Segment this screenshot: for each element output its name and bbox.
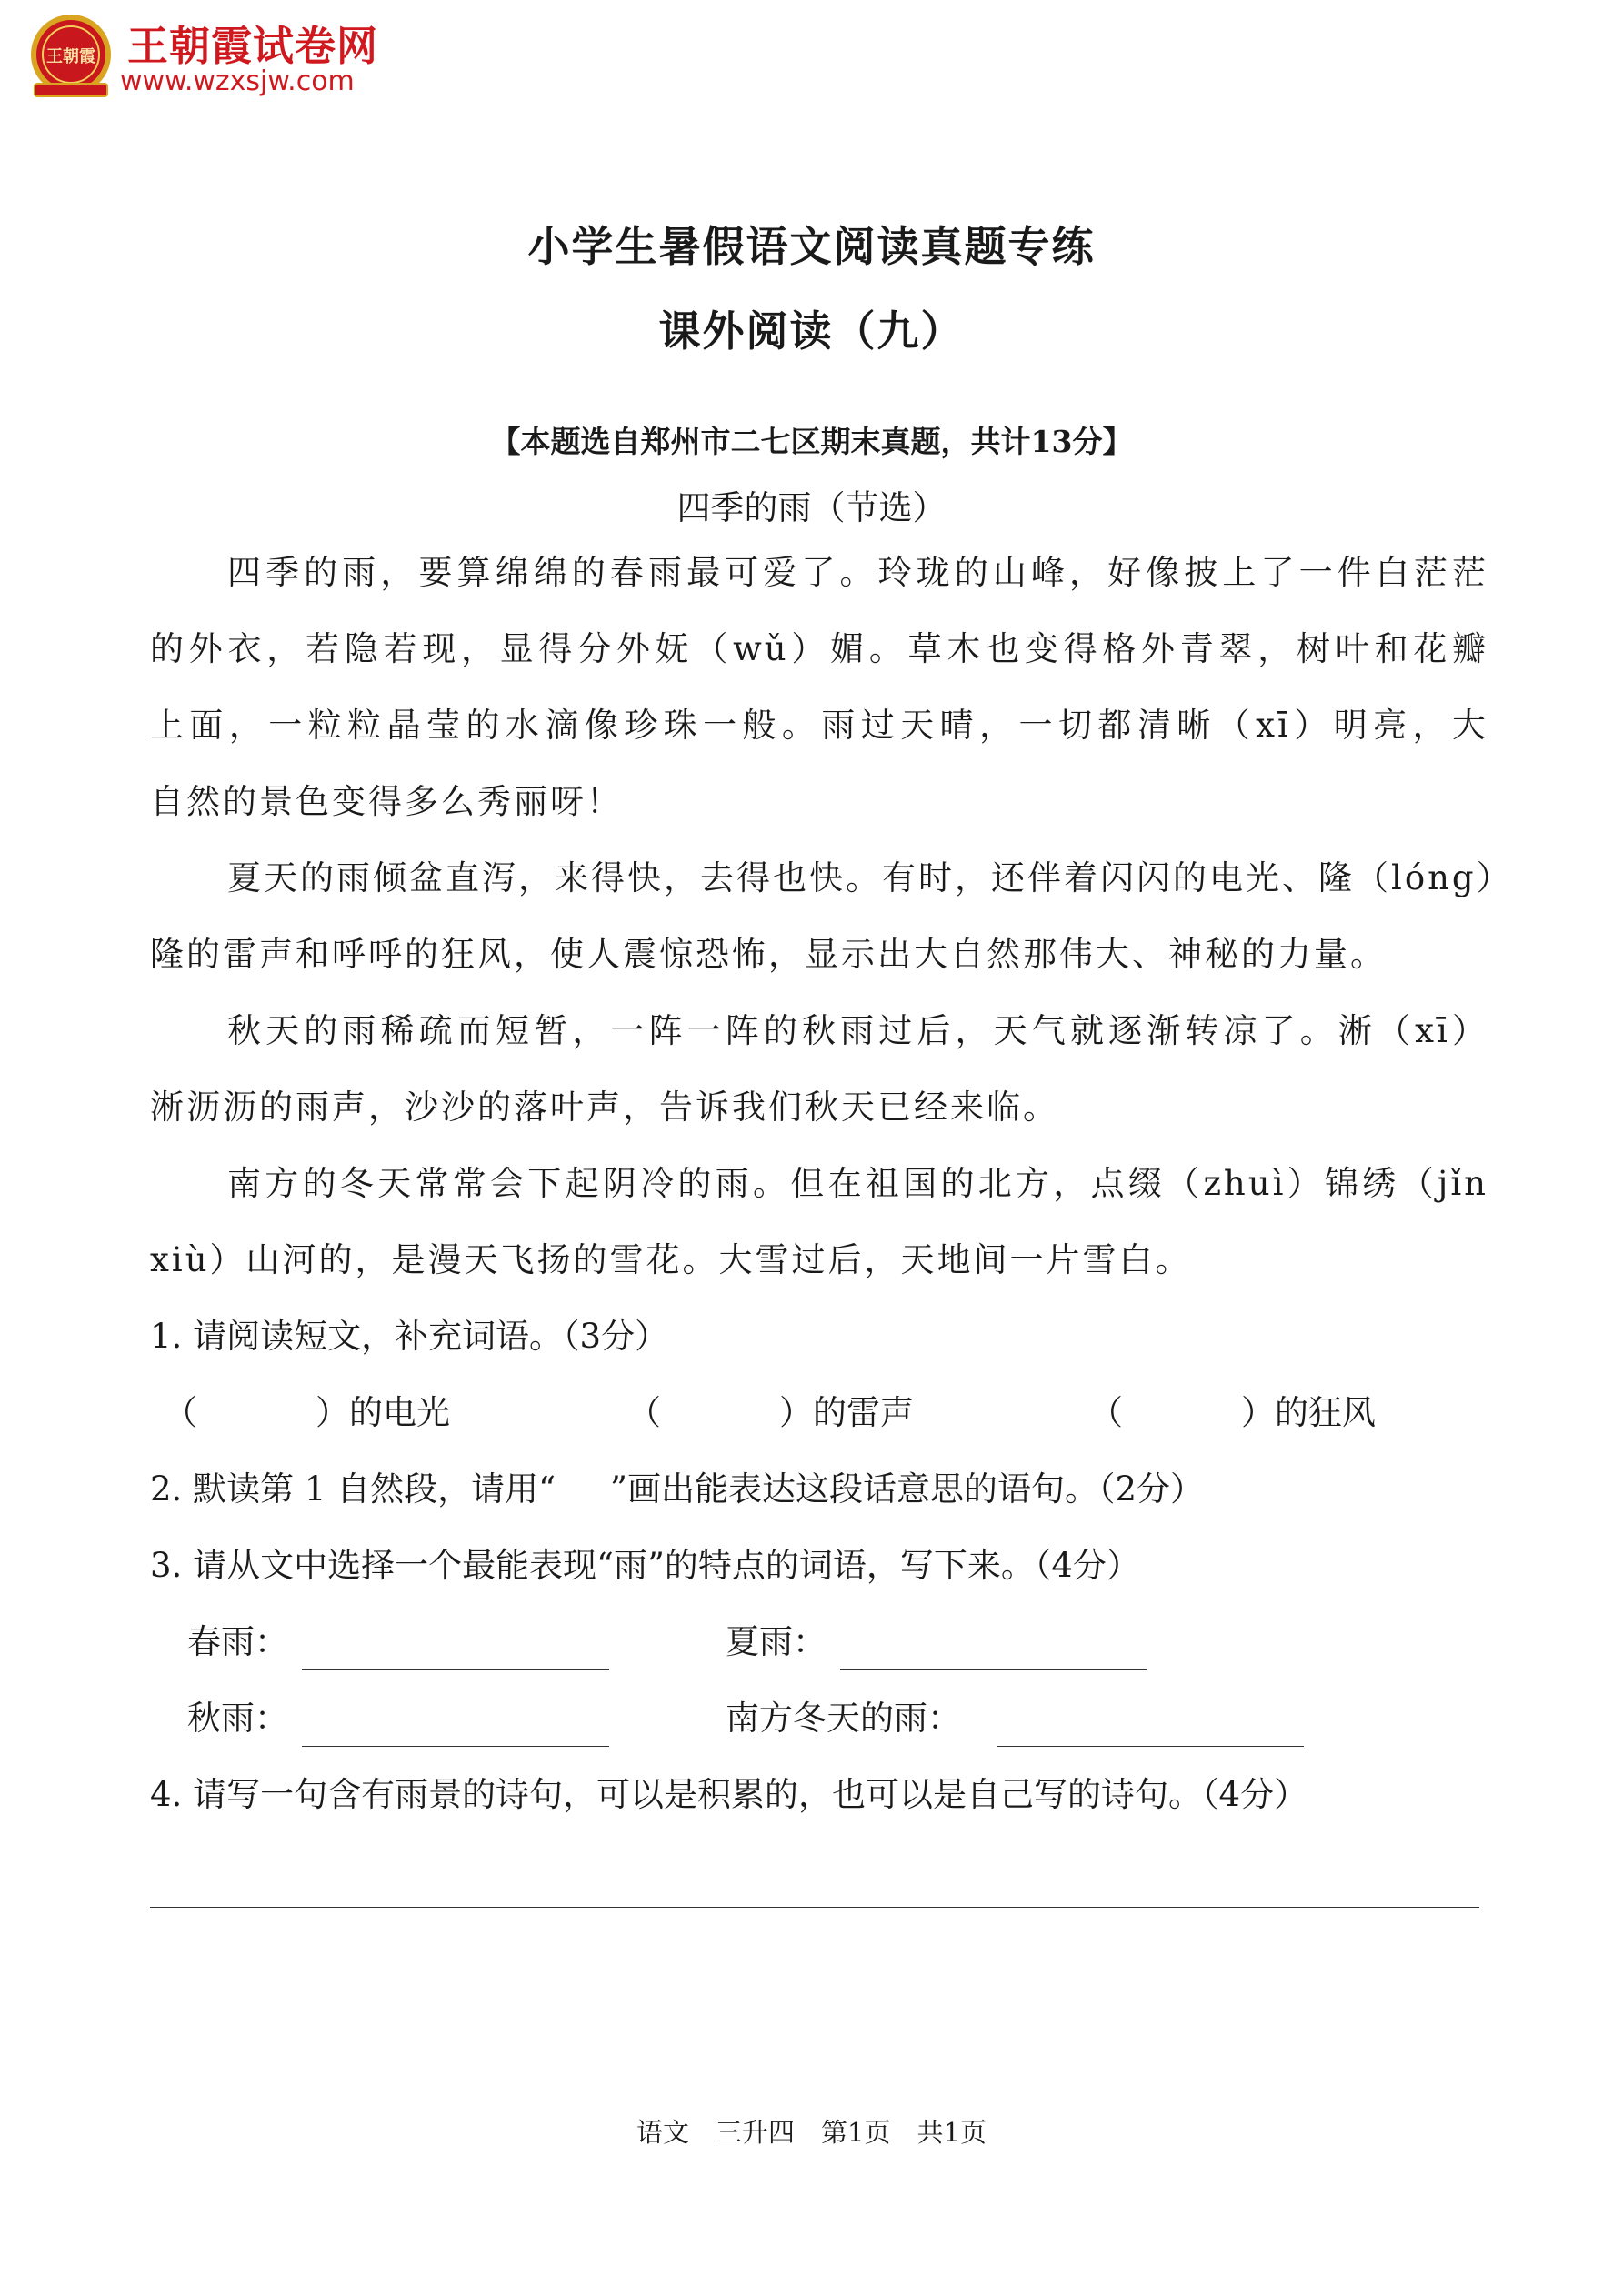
answer-blank-winter[interactable] [997, 1746, 1304, 1747]
question-4: 4. 请写一句含有雨景的诗句，可以是积累的，也可以是自己写的诗句。（4分） [150, 1775, 1308, 1814]
answer-line[interactable] [150, 1907, 1479, 1908]
fill-blank-label: 的狂风 [1275, 1393, 1376, 1432]
source-note: 【本题选自郑州市二七区期末真题，共计13分】 [490, 424, 1133, 459]
page-footer: 语文 三升四 第1页 共1页 [636, 2117, 987, 2148]
svg-text:王朝霞: 王朝霞 [46, 47, 95, 66]
answer-blank-autumn[interactable] [302, 1746, 609, 1747]
question-2 [150, 1469, 1204, 1509]
passage-line: xiù）山河的，是漫天飞扬的雪花。大雪过后，天地间一片雪白。 [150, 1240, 1192, 1279]
passage-line: 自然的景色变得多么秀丽呀！ [150, 782, 623, 821]
question-3: 3. 请从文中选择一个最能表现“雨”的特点的词语，写下来。（4分） [150, 1546, 1140, 1585]
answer-blank-spring[interactable] [302, 1669, 609, 1670]
passage-line: 的外衣，若隐若现，显得分外妩（wǔ）媚。草木也变得格外青翠，树叶和花瓣 [150, 629, 1488, 668]
passage-line: 夏天的雨倾盆直泻，来得快，去得也快。有时，还伴着闪闪的电光、隆（lóng） [227, 858, 1513, 897]
fill-blank-label: 的雷声 [813, 1393, 914, 1432]
site-logo [25, 11, 444, 111]
passage-line: 四季的雨，要算绵绵的春雨最可爱了。玲珑的山峰，好像披上了一件白茫茫 [227, 553, 1488, 592]
question-2-start: 2. 默读第 1 自然段，请用“ [150, 1469, 556, 1509]
question-2-end: ”画出能表达这段话意思的语句。（2分） [610, 1469, 1205, 1509]
fill-blank-item[interactable]: （ ）的狂风 [1089, 1393, 1376, 1432]
answer-label-winter: 南方冬天的雨： [726, 1699, 961, 1738]
brand-name: 王朝霞试卷网 [127, 22, 379, 70]
brand-url[interactable]: www.wzxsjw.com [120, 65, 355, 97]
page-subtitle: 课外阅读（九） [658, 306, 965, 356]
page-title: 小学生暑假语文阅读真题专练 [527, 222, 1096, 271]
fill-blank-label: 的电光 [349, 1393, 450, 1432]
answer-blank-summer[interactable] [840, 1669, 1147, 1670]
passage-line: 南方的冬天常常会下起阴冷的雨。但在祖国的北方，点缀（zhuì）锦绣（jǐn [227, 1164, 1488, 1203]
passage-line: 上面，一粒粒晶莹的水滴像珍珠一般。雨过天晴，一切都清晰（xī）明亮，大 [150, 706, 1488, 745]
seal-icon [25, 11, 116, 102]
passage-line: 秋天的雨稀疏而短暂，一阵一阵的秋雨过后，天气就逐渐转凉了。淅（xī） [227, 1011, 1488, 1050]
fill-blank-item[interactable]: （ ）的电光 [164, 1393, 450, 1432]
answer-label-autumn: 秋雨： [187, 1699, 288, 1738]
passage-line: 隆的雷声和呼呼的狂风，使人震惊恐怖，显示出大自然那伟大、神秘的力量。 [150, 935, 1387, 974]
question-1: 1. 请阅读短文，补充词语。（3分） [150, 1317, 669, 1356]
answer-label-summer: 夏雨： [726, 1622, 827, 1661]
passage-line: 淅沥沥的雨声，沙沙的落叶声，告诉我们秋天已经来临。 [150, 1088, 1059, 1127]
fill-blank-item[interactable]: （ ）的雷声 [627, 1393, 914, 1432]
answer-label-spring: 春雨： [187, 1622, 288, 1661]
passage-title: 四季的雨（节选） [676, 488, 947, 527]
